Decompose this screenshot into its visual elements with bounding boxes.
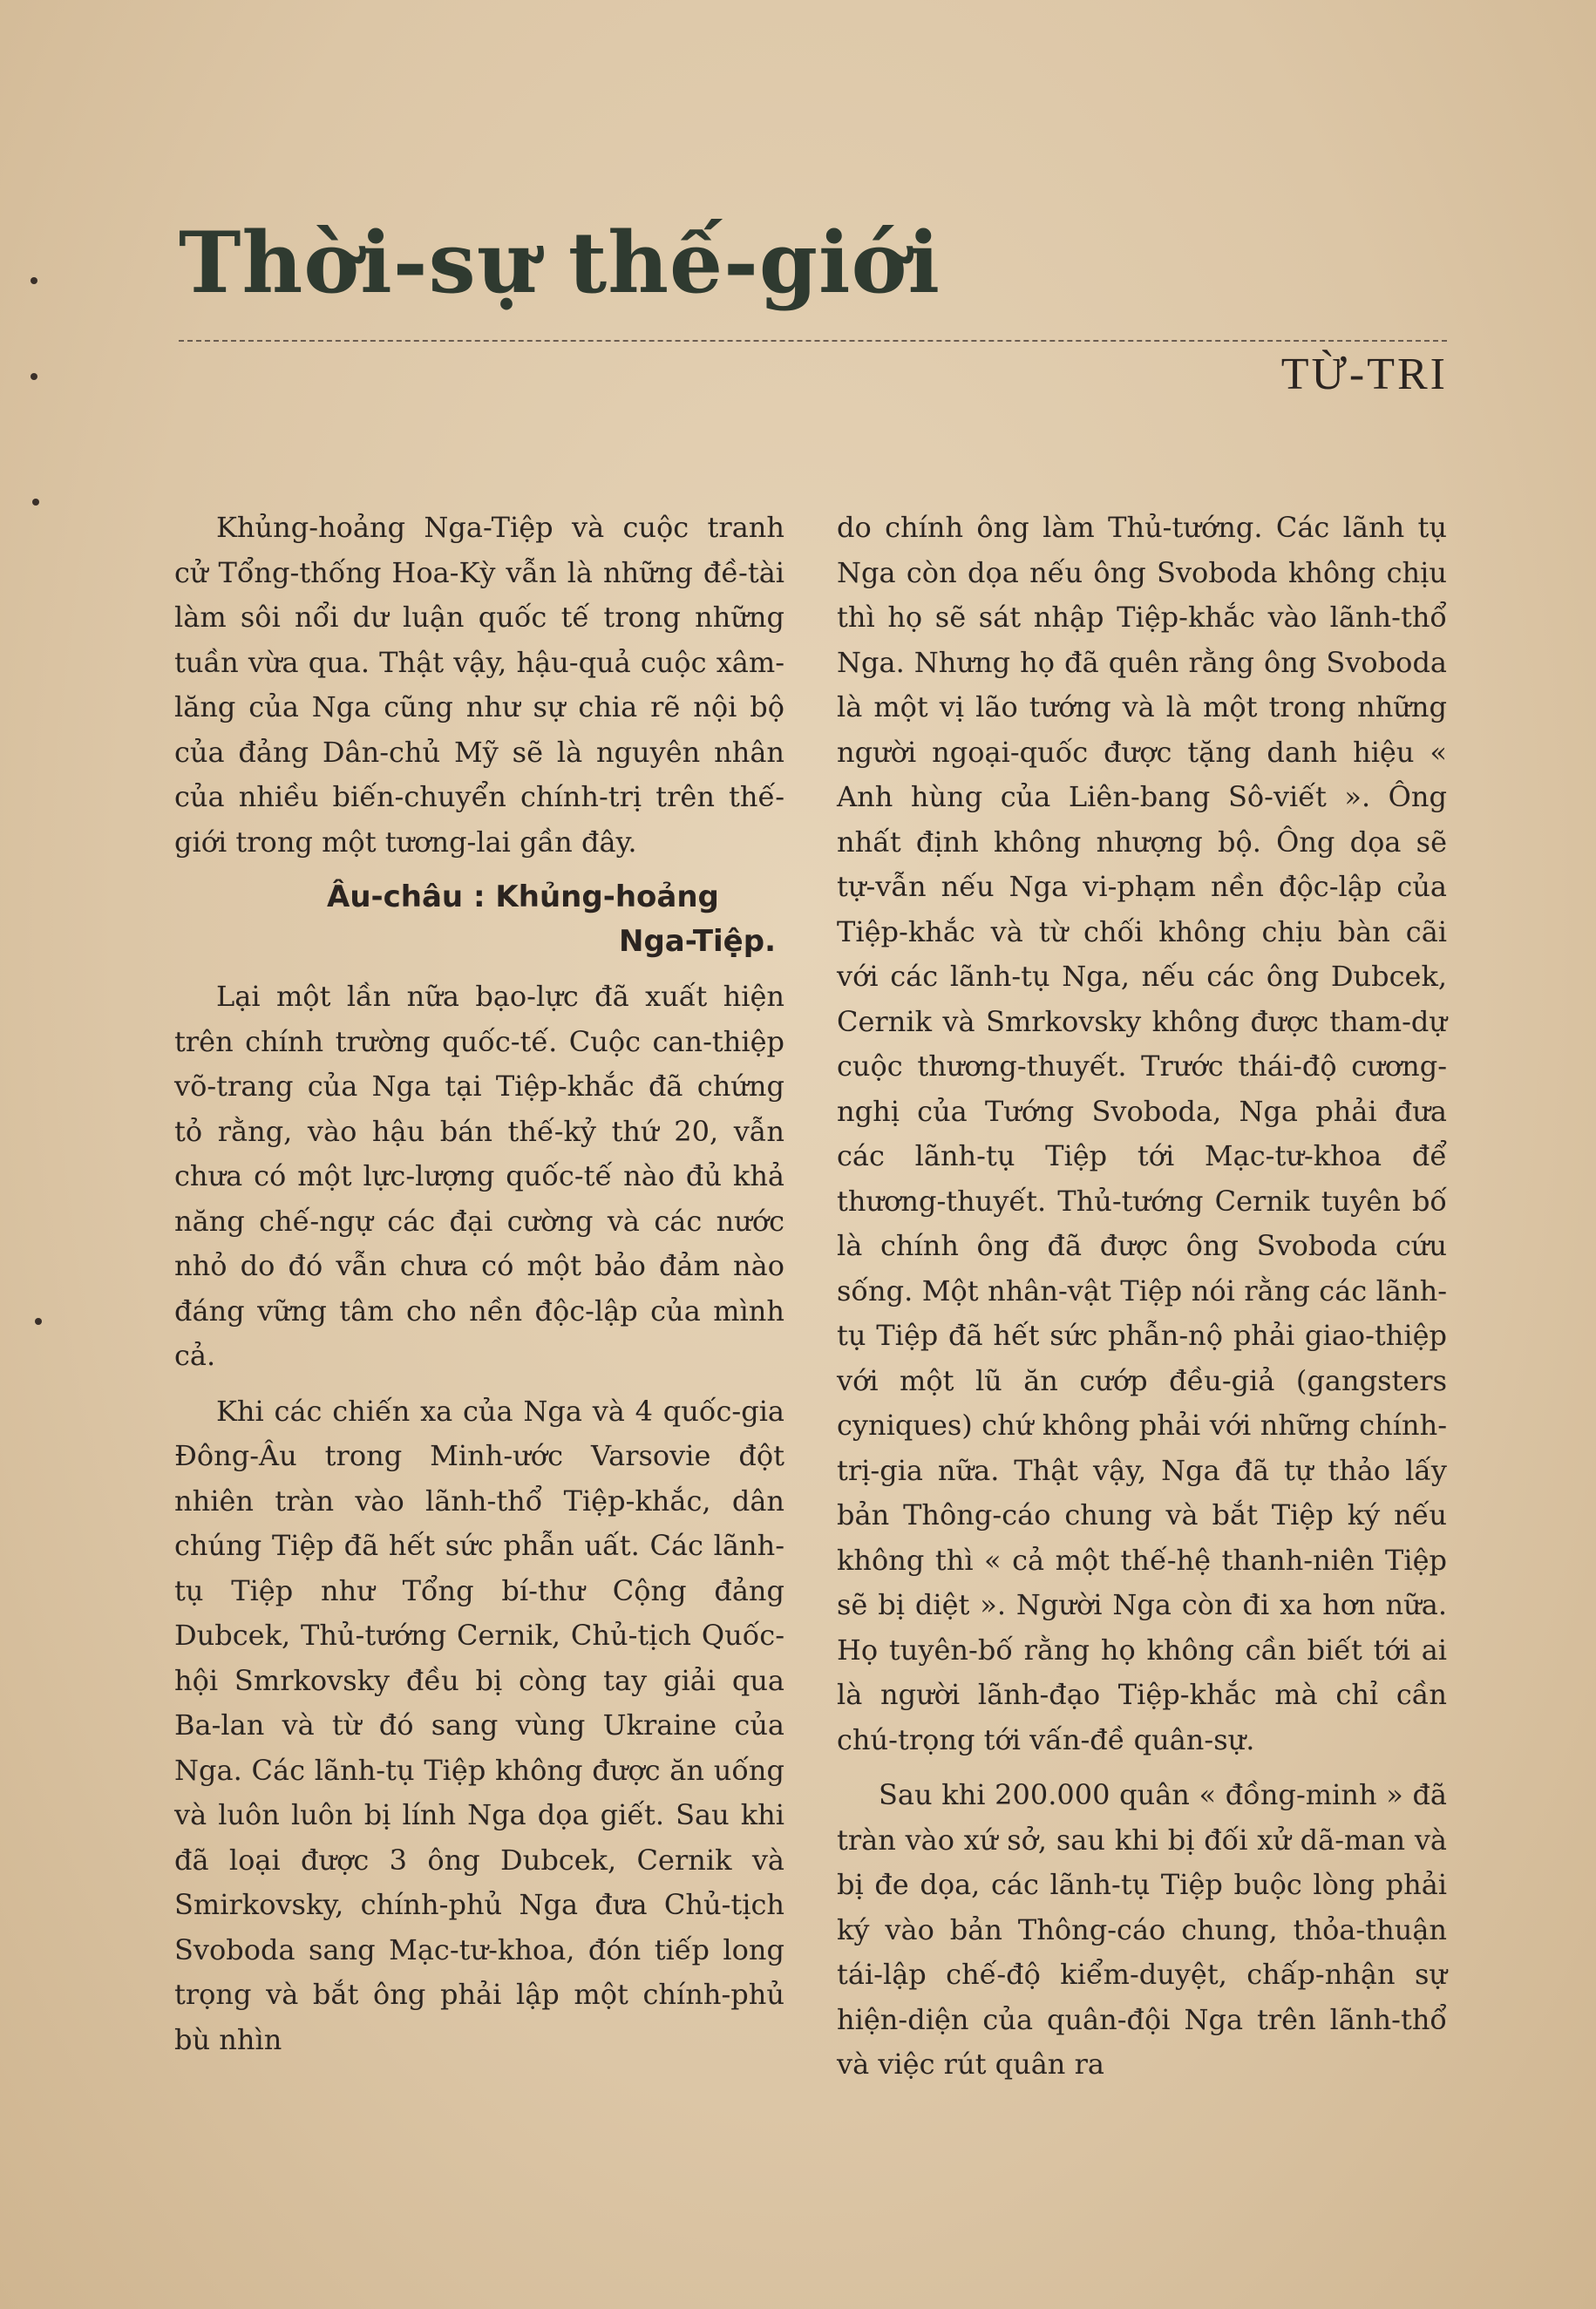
section-heading-line1: Âu-châu : Khủng-hoảng	[327, 879, 719, 914]
margin-dot	[31, 277, 37, 284]
body-paragraph: Lại một lần nữa bạo-lực đã xuất hiện trên chính trường quốc-tế. Cuộc can-thiệp võ-trang của Nga tại Tiệp-khắc đã chứng tỏ rằng, vào hậu bán thế-kỷ thứ 20, vẫn chưa có một lực-lượng quốc-tế nào đủ khả năng chế-ngự các đại cường và các nước nhỏ do đó vẫn chưa có một bảo đảm nào đáng vững tâm cho nền độc-lập của mình cả.	[174, 980, 784, 1372]
page-title: Thời-sự thế-giới	[179, 214, 941, 312]
right-column	[837, 506, 1447, 2098]
section-heading	[174, 875, 784, 964]
section-heading-line2: Nga-Tiệp.	[618, 924, 776, 959]
body-paragraph: do chính ông làm Thủ-tướng. Các lãnh tụ Nga còn dọa nếu ông Svoboda không chịu thì họ sẽ sát nhập Tiệp-khắc vào lãnh-thổ Nga. Nhưng họ đã quên rằng ông Svoboda là một vị lão tướng và là một trong những người ngoại-quốc được tặng danh hiệu « Anh hùng của Liên-bang Sô-viết ». Ông nhất định không nhượng bộ. Ông dọa sẽ tự-vẫn nếu Nga vi-phạm nền độc-lập của Tiệp-khắc và từ chối không chịu bàn cãi với các lãnh-tụ Nga, nếu các ông Dubcek, Cernik và Smrkovsky không được tham-dự cuộc thương-thuyết. Trước thái-độ cương-nghị của Tướng Svoboda, Nga phải đưa các lãnh-tụ Tiệp tới Mạc-tư-khoa để thương-thuyết. Thủ-tướng Cernik tuyên bố là chính ông đã được ông Svoboda cứu sống. Một nhân-vật Tiệp nói rằng các lãnh-tụ Tiệp đã hết sức phẫn-nộ phải giao-thiệp với một lũ ăn cướp đều-giả (gangsters cyniques) chứ không phải với những chính-trị-gia nữa. Thật vậy, Nga đã tự thảo lấy bản Thông-cáo chung và bắt Tiệp ký nếu không thì « cả một thế-hệ thanh-niên Tiệp sẽ bị diệt ». Người Nga còn đi xa hơn nữa. Họ tuyên-bố rằng họ không cần biết tới ai là người lãnh-đạo Tiệp-khắc mà chỉ cần chú-trọng tới vấn-đề quân-sự.	[837, 511, 1447, 1756]
body-paragraph: Khi các chiến xa của Nga và 4 quốc-gia Đông-Âu trong Minh-ước Varsovie đột nhiên tràn vào lãnh-thổ Tiệp-khắc, dân chúng Tiệp đã hết sức phẫn uất. Các lãnh-tụ Tiệp như Tổng bí-thư Cộng đảng Dubcek, Thủ-tướng Cernik, Chủ-tịch Quốc-hội Smrkovsky đều bị còng tay giải qua Ba-lan và từ đó sang vùng Ukraine của Nga. Các lãnh-tụ Tiệp không được ăn uống và luôn luôn bị lính Nga dọa giết. Sau khi đã loại được 3 ông Dubcek, Cernik và Smirkovsky, chính-phủ Nga đưa Chủ-tịch Svoboda sang Mạc-tư-khoa, đón tiếp long trọng và bắt ông phải lập một chính-phủ bù nhìn	[174, 1394, 784, 2056]
left-column	[174, 506, 784, 2073]
intro-paragraph: Khủng-hoảng Nga-Tiệp và cuộc tranh cử Tổng-thống Hoa-Kỳ vẫn là những đề-tài làm sôi nổi dư luận quốc tế trong những tuần vừa qua. Thật vậy, hậu-quả cuộc xâm-lăng của Nga cũng như sự chia rẽ nội bộ của đảng Dân-chủ Mỹ sẽ là nguyên nhân của nhiều biến-chuyển chính-trị trên thế-giới trong một tương-lai gần đây.	[174, 511, 784, 859]
margin-dot	[32, 499, 39, 506]
author-name: TỪ-TRI	[1280, 350, 1448, 399]
margin-dot	[31, 373, 37, 380]
body-paragraph: Sau khi 200.000 quân « đồng-minh » đã tràn vào xứ sở, sau khi bị đối xử dã-man và bị đe dọa, các lãnh-tụ Tiệp buộc lòng phải ký vào bản Thông-cáo chung, thỏa-thuận tái-lập chế-độ kiểm-duyệt, chấp-nhận sự hiện-diện của quân-đội Nga trên lãnh-thổ và việc rút quân ra	[837, 1778, 1447, 2081]
title-divider	[179, 340, 1447, 342]
margin-dot	[35, 1318, 42, 1325]
